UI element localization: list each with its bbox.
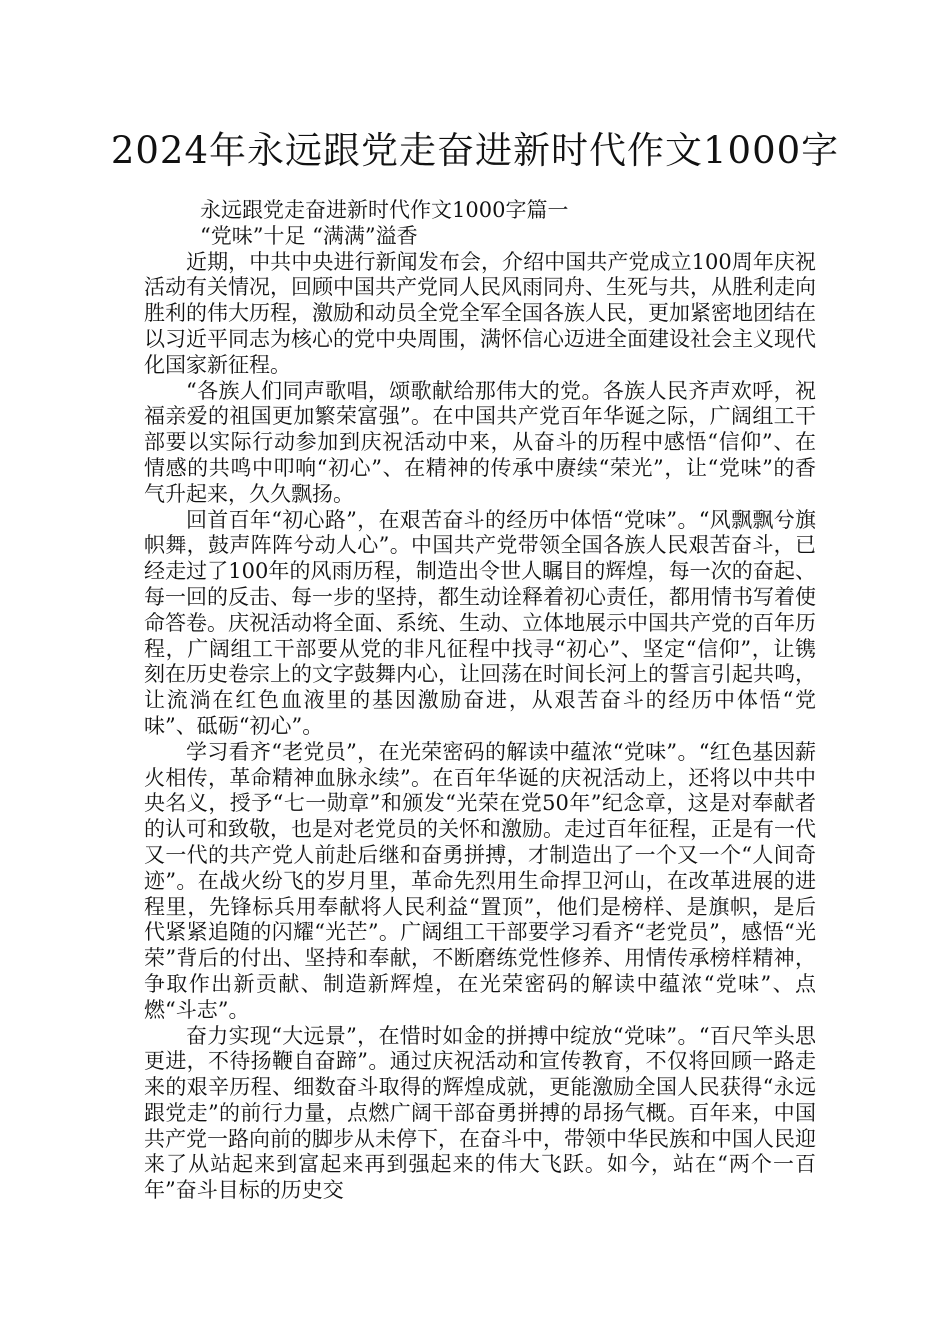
paragraph-5: 奋力实现“大远景”，在惜时如金的拼搏中绽放“党味”。“百尺竿头思更进，不待扬鞭自奋蹄”。通过庆祝活动和宣传教育，不仅将回顾一路走来的艰辛历程、细数奋斗取得的辉煌成就，更能激励全国人民获得“永远跟党走”的前行力量，点燃广阔干部奋勇拼搏的昂扬气概。百年来，中国共产党一路向前的脚步从未停下，在奋斗中，带领中华民族和中国人民迎来了从站起来到富起来再到强起来的伟大飞跃。如今，站在“两个一百年”奋斗目标的历史交 <box>144 1023 816 1203</box>
document-body <box>144 198 816 1204</box>
article-heading: “党味”十足 “满满”溢香 <box>200 223 418 248</box>
article-subtitle: 永远跟党走奋进新时代作文1000字篇一 <box>200 198 569 222</box>
paragraph-4: 学习看齐“老党员”，在光荣密码的解读中蕴浓“党味”。“红色基因薪火相传，革命精神血脉永续”。在百年华诞的庆祝活动上，还将以中共中央名义，授予“七一勋章”和颁发“光荣在党50年”纪念章，这是对奉献者的认可和致敬，也是对老党员的关怀和激励。走过百年征程，正是有一代又一代的共产党人前赴后继和奋勇拼搏，才制造出了一个又一个“人间奇迹”。在战火纷飞的岁月里，革命先烈用生命捍卫河山，在改革进展的进程里，先锋标兵用奉献将人民利益“置顶”，他们是榜样、是旗帜，是后代紧紧追随的闪耀“光芒”。广阔组工干部要学习看齐“老党员”，感悟“光荣”背后的付出、坚持和奉献，不断磨练党性修养、用情传承榜样精神，争取作出新贡献、制造新辉煌，在光荣密码的解读中蕴浓“党味”、点燃“斗志”。 <box>144 739 816 1022</box>
paragraph-3: 回首百年“初心路”，在艰苦奋斗的经历中体悟“党味”。“风飘飘兮旗帜舞，鼓声阵阵兮动人心”。中国共产党带领全国各族人民艰苦奋斗，已经走过了100年的风雨历程，制造出令世人瞩目的辉煌，每一次的奋起、每一回的反击、每一步的坚持，都生动诠释着初心责任，都用情书写着使命答卷。庆祝活动将全面、系统、生动、立体地展示中国共产党的百年历程，广阔组工干部要从党的非凡征程中找寻“初心”、坚定“信仰”，让镌刻在历史卷宗上的文字鼓舞内心，让回荡在时间长河上的誓言引起共鸣，让流淌在红色血液里的基因激励奋进，从艰苦奋斗的经历中体悟“党味”、砥砺“初心”。 <box>144 507 816 738</box>
paragraph-1: 近期，中共中央进行新闻发布会，介绍中国共产党成立100周年庆祝活动有关情况，回顾中国共产党同人民风雨同舟、生死与共，从胜利走向胜利的伟大历程，激励和动员全党全军全国各族人民，更加紧密地团结在以习近平同志为核心的党中央周围，满怀信心迈进全面建设社会主义现代化国家新征程。 <box>144 249 816 377</box>
document-title: 2024年永远跟党走奋进新时代作文1000字 <box>110 129 840 172</box>
paragraph-2: “各族人们同声歌唱，颂歌献给那伟大的党。各族人民齐声欢呼，祝福亲爱的祖国更加繁荣富强”。在中国共产党百年华诞之际，广阔组工干部要以实际行动参加到庆祝活动中来，从奋斗的历程中感悟“信仰”、在情感的共鸣中叩响“初心”、在精神的传承中赓续“荣光”，让“党味”的香气升起来，久久飘扬。 <box>144 378 816 506</box>
